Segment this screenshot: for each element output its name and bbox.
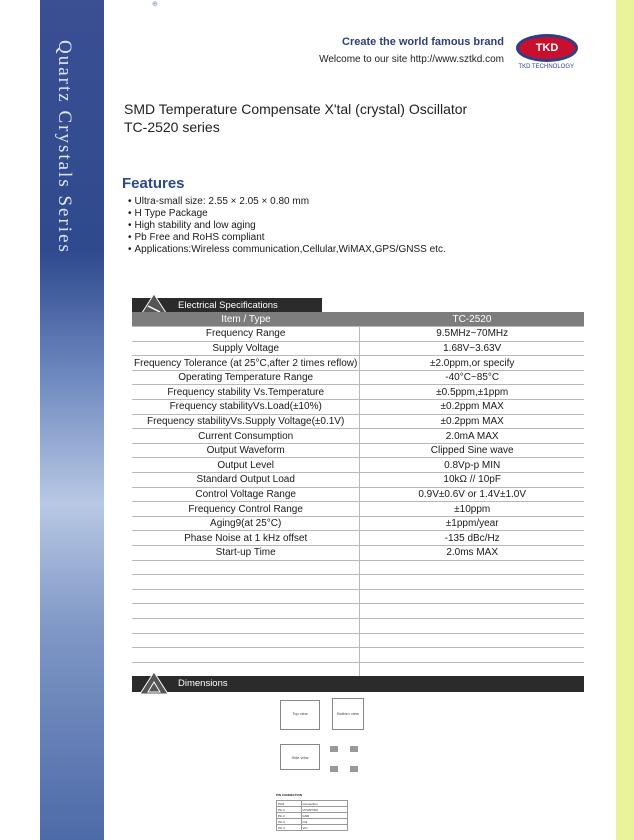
pin-cell: Pin 2 <box>277 813 302 819</box>
vertical-series-title: Quartz Crystals Series <box>54 40 75 254</box>
side-view-label: Side view <box>291 755 309 760</box>
dimensions-icon <box>138 670 170 696</box>
spec-row <box>132 327 584 342</box>
pin-cell: Vcc <box>301 825 348 831</box>
spec-item: Frequency stabilityVs.Load(±10%) <box>132 400 360 415</box>
spec-row <box>132 473 584 488</box>
spec-empty-cell <box>132 589 360 604</box>
spec-row <box>132 356 584 371</box>
spec-empty-cell <box>360 604 584 619</box>
spec-empty-cell <box>360 633 584 648</box>
pin-cell: Pin 4 <box>277 825 302 831</box>
spec-row <box>132 400 584 415</box>
spec-value: 10kΩ // 10pF <box>360 473 584 488</box>
spec-row <box>132 516 584 531</box>
spec-value: ±10ppm <box>360 502 584 517</box>
land-pad <box>350 766 358 772</box>
land-pad <box>350 746 358 752</box>
spec-value: 2.0mA MAX <box>360 429 584 444</box>
spec-row <box>132 487 584 502</box>
spec-item: Frequency stabilityVs.Supply Voltage(±0.1V) <box>132 414 360 429</box>
brand-tagline: Create the world famous brand <box>342 36 504 48</box>
top-view-label: Top view <box>292 711 308 716</box>
features-list <box>128 196 446 256</box>
spec-row <box>132 546 584 561</box>
spec-row <box>132 341 584 356</box>
spec-empty-row <box>132 604 584 619</box>
spec-empty-cell <box>360 662 584 677</box>
spec-item: Frequency stability Vs.Temperature <box>132 385 360 400</box>
spec-item: Supply Voltage <box>132 341 360 356</box>
spec-row <box>132 443 584 458</box>
spec-empty-row <box>132 618 584 633</box>
brand-header <box>290 34 590 74</box>
feature-item: • Ultra-small size: 2.55 × 2.05 × 0.80 mm <box>128 196 446 208</box>
feature-item: • High stability and low aging <box>128 220 446 232</box>
spec-empty-cell <box>360 648 584 663</box>
dimensions-header <box>132 676 584 692</box>
spec-empty-cell <box>132 618 360 633</box>
pin-connection-title: PIN CONNECTION <box>276 793 303 797</box>
spec-empty-row <box>132 589 584 604</box>
feature-item: • H Type Package <box>128 208 446 220</box>
spec-item: Control Voltage Range <box>132 487 360 502</box>
feature-item: • Applications:Wireless communication,Cellular,WiMAX,GPS/GNSS etc. <box>128 244 446 256</box>
spec-empty-cell <box>132 575 360 590</box>
feature-item: • Pb Free and RoHS compliant <box>128 232 446 244</box>
spec-value: ±0.2ppm MAX <box>360 414 584 429</box>
electrical-specs-title: Electrical Specifications <box>178 300 278 311</box>
spec-item: Output Waveform <box>132 443 360 458</box>
logo-subtitle: TKD TECHNOLOGY <box>518 64 574 70</box>
spec-value: -40°C~85°C <box>360 370 584 385</box>
bottom-view-label: Bottom view <box>337 711 359 716</box>
land-pad <box>330 766 338 772</box>
spec-item: Frequency Range <box>132 327 360 342</box>
right-decorative-band <box>616 0 634 840</box>
spec-value: 2.0ms MAX <box>360 546 584 561</box>
spec-header-row <box>132 312 584 327</box>
tkd-logo: TKD <box>516 34 578 62</box>
spec-empty-cell <box>132 560 360 575</box>
pin-cell: VCONT/NC <box>301 807 348 813</box>
spec-value: ±0.2ppm MAX <box>360 400 584 415</box>
spec-col-item: Item / Type <box>132 312 360 327</box>
pin-cell: Out <box>301 819 348 825</box>
features-heading: Features <box>122 175 185 192</box>
spec-row <box>132 458 584 473</box>
spec-empty-cell <box>132 604 360 619</box>
spec-empty-row <box>132 648 584 663</box>
spec-value: 1.68V~3.63V <box>360 341 584 356</box>
product-title <box>124 100 467 136</box>
top-view-drawing <box>280 700 320 730</box>
pin-cell: Connection <box>301 801 348 807</box>
spec-row <box>132 502 584 517</box>
spec-row <box>132 531 584 546</box>
spec-value: 9.5MHz~70MHz <box>360 327 584 342</box>
spec-empty-row <box>132 575 584 590</box>
spec-value: -135 dBc/Hz <box>360 531 584 546</box>
side-view-drawing <box>280 744 320 770</box>
pin-cell: Pin# <box>277 801 302 807</box>
spec-row <box>132 385 584 400</box>
spec-table <box>132 312 584 677</box>
pin-cell: Pin 3 <box>277 819 302 825</box>
pin-cell: Pin 1 <box>277 807 302 813</box>
spec-empty-row <box>132 662 584 677</box>
spec-item: Current Consumption <box>132 429 360 444</box>
spec-empty-cell <box>360 589 584 604</box>
spec-empty-cell <box>360 575 584 590</box>
spec-item: Output Level <box>132 458 360 473</box>
spec-empty-cell <box>360 618 584 633</box>
land-pad <box>330 746 338 752</box>
welcome-text[interactable]: Welcome to our site http://www.sztkd.com <box>319 54 504 65</box>
spec-empty-cell <box>132 648 360 663</box>
spec-empty-row <box>132 560 584 575</box>
spec-empty-row <box>132 633 584 648</box>
spec-item: Start-up Time <box>132 546 360 561</box>
left-decorative-band <box>40 0 104 840</box>
spec-item: Frequency Control Range <box>132 502 360 517</box>
spec-item: Standard Output Load <box>132 473 360 488</box>
spec-empty-cell <box>360 560 584 575</box>
spec-empty-cell <box>132 633 360 648</box>
spec-value: ±1ppm/year <box>360 516 584 531</box>
spec-col-type: TC-2520 <box>360 312 584 327</box>
dimensions-title: Dimensions <box>178 678 228 689</box>
top-mark: ⊕ <box>152 1 158 8</box>
product-title-line2: TC-2520 series <box>124 119 220 135</box>
pin-connection-table <box>276 800 348 831</box>
product-title-line1: SMD Temperature Compensate X'tal (crystal) Oscillator <box>124 101 468 117</box>
spec-value: 0.9V±0.6V or 1.4V±1.0V <box>360 487 584 502</box>
spec-row <box>132 370 584 385</box>
spec-item: Phase Noise at 1 kHz offset <box>132 531 360 546</box>
spec-row <box>132 414 584 429</box>
pin-row <box>277 825 348 831</box>
spec-item: Aging9(at 25°C) <box>132 516 360 531</box>
spec-item: Operating Temperature Range <box>132 370 360 385</box>
spec-value: 0.8Vp-p MIN <box>360 458 584 473</box>
spec-value: ±2.0ppm,or specify <box>360 356 584 371</box>
spec-row <box>132 429 584 444</box>
pin-cell: GND <box>301 813 348 819</box>
spec-value: Clipped Sine wave <box>360 443 584 458</box>
bottom-view-drawing <box>332 698 364 730</box>
spec-item: Frequency Tolerance (at 25°C,after 2 times reflow) <box>132 356 360 371</box>
spec-value: ±0.5ppm,±1ppm <box>360 385 584 400</box>
